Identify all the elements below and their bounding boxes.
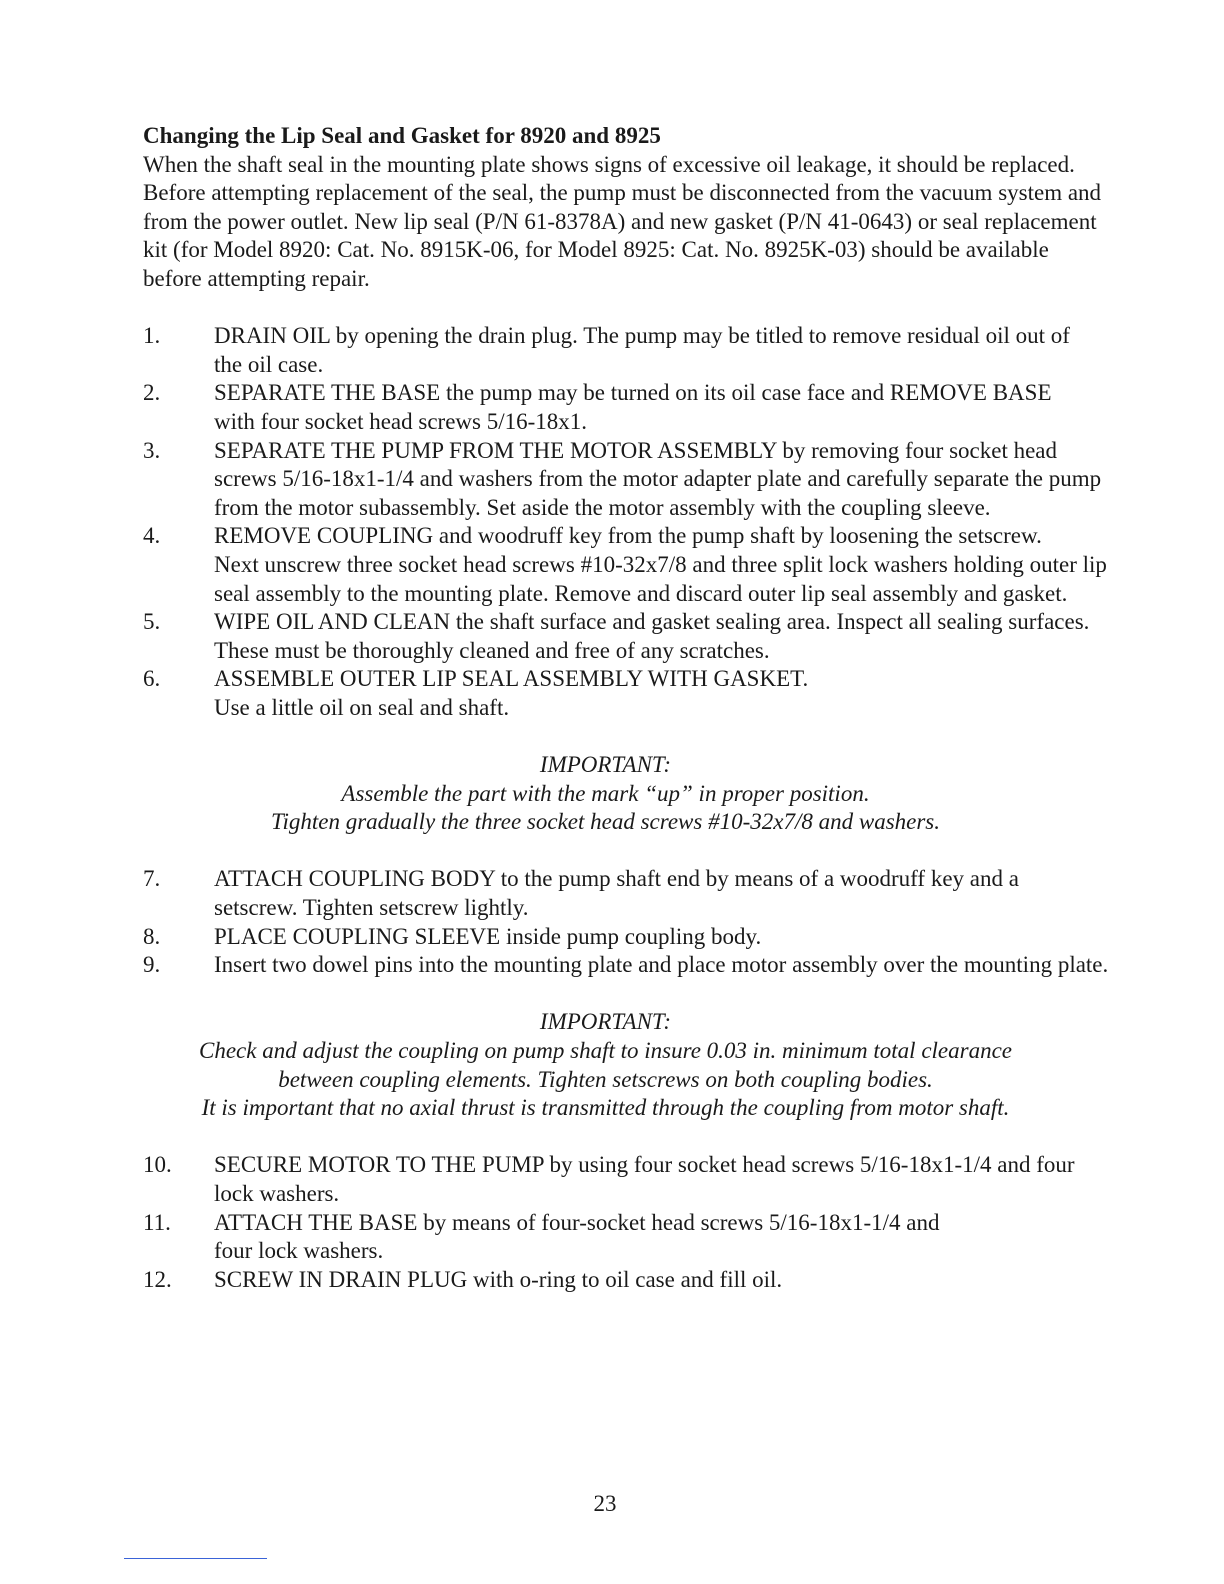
step-line: setscrew. Tighten setscrew lightly. bbox=[214, 895, 529, 921]
step-item bbox=[143, 1151, 1143, 1208]
step-number: 11. bbox=[143, 1209, 171, 1235]
step-line: SEPARATE THE BASE the pump may be turned on its oil case face and REMOVE BASE bbox=[214, 380, 1052, 406]
intro-line: When the shaft seal in the mounting plate shows signs of excessive oil leakage, it should be replaced. bbox=[143, 151, 1075, 177]
step-number: 8. bbox=[143, 923, 161, 949]
important-title: IMPORTANT: bbox=[539, 752, 672, 778]
step-text bbox=[214, 437, 1143, 523]
steps-list-1 bbox=[143, 322, 1143, 722]
step-line: from the motor subassembly. Set aside the motor assembly with the coupling sleeve. bbox=[214, 494, 991, 520]
step-line: SCREW IN DRAIN PLUG with o-ring to oil case and fill oil. bbox=[214, 1266, 783, 1292]
step-item bbox=[143, 379, 1143, 436]
step-line: with four socket head screws 5/16-18x1. bbox=[214, 408, 588, 434]
important-line: It is important that no axial thrust is transmitted through the coupling from motor shaft. bbox=[201, 1095, 1010, 1121]
step-line: These must be thoroughly cleaned and free of any scratches. bbox=[214, 637, 770, 663]
important-note-1 bbox=[143, 751, 1068, 837]
intro-line: from the power outlet. New lip seal (P/N 61-8378A) and new gasket (P/N 41-0643) or seal replacement bbox=[143, 208, 1097, 234]
step-text bbox=[214, 865, 1143, 922]
step-number: 10. bbox=[143, 1152, 172, 1178]
step-line: four lock washers. bbox=[214, 1238, 384, 1264]
step-text bbox=[214, 522, 1143, 608]
page-number: 23 bbox=[593, 1491, 617, 1516]
step-line: REMOVE COUPLING and woodruff key from the pump shaft by loosening the setscrew. bbox=[214, 523, 1042, 549]
important-note-2 bbox=[143, 1008, 1068, 1122]
step-number: 3. bbox=[143, 437, 161, 463]
step-line: Use a little oil on seal and shaft. bbox=[214, 694, 510, 720]
step-item bbox=[143, 1209, 1143, 1266]
steps-list-3 bbox=[143, 1151, 1143, 1294]
step-text bbox=[214, 1151, 1143, 1208]
step-item bbox=[143, 322, 1143, 379]
important-line: Check and adjust the coupling on pump shaft to insure 0.03 in. minimum total clearance bbox=[198, 1038, 1012, 1063]
step-text bbox=[214, 322, 1143, 379]
step-line: PLACE COUPLING SLEEVE inside pump coupling body. bbox=[214, 923, 762, 949]
step-line: lock washers. bbox=[214, 1180, 340, 1206]
step-text bbox=[214, 379, 1143, 436]
step-number: 7. bbox=[143, 866, 161, 892]
step-text bbox=[214, 951, 1143, 980]
step-number: 9. bbox=[143, 952, 161, 978]
document-page bbox=[143, 122, 1143, 1294]
step-line: DRAIN OIL by opening the drain plug. The pump may be titled to remove residual oil out of bbox=[214, 323, 1070, 349]
step-item bbox=[143, 608, 1143, 665]
step-text bbox=[214, 1266, 1143, 1295]
step-number: 1. bbox=[143, 323, 161, 349]
step-line: ATTACH THE BASE by means of four-socket head screws 5/16-18x1-1/4 and bbox=[214, 1209, 940, 1235]
step-item bbox=[143, 951, 1143, 980]
footer-divider bbox=[124, 1558, 267, 1559]
step-item bbox=[143, 865, 1143, 922]
step-text bbox=[214, 1209, 1143, 1266]
important-title: IMPORTANT: bbox=[539, 1009, 672, 1035]
intro-line: before attempting repair. bbox=[143, 265, 370, 291]
step-line: WIPE OIL AND CLEAN the shaft surface and gasket sealing area. Inspect all sealing surfaces. bbox=[214, 609, 1090, 635]
step-line: Next unscrew three socket head screws #10-32x7/8 and three split lock washers holding outer lip bbox=[214, 551, 1107, 577]
step-line: ASSEMBLE OUTER LIP SEAL ASSEMBLY WITH GASKET. bbox=[214, 666, 809, 692]
step-item bbox=[143, 437, 1143, 523]
intro-paragraph bbox=[143, 151, 1143, 294]
important-line: Tighten gradually the three socket head screws #10-32x7/8 and washers. bbox=[270, 809, 941, 835]
step-line: screws 5/16-18x1-1/4 and washers from the motor adapter plate and carefully separate the pump bbox=[214, 466, 1102, 492]
step-item bbox=[143, 1266, 1143, 1295]
step-item bbox=[143, 665, 1143, 722]
step-number: 2. bbox=[143, 380, 161, 406]
step-text bbox=[214, 923, 1143, 952]
step-line: ATTACH COUPLING BODY to the pump shaft end by means of a woodruff key and a bbox=[214, 866, 1019, 892]
intro-line: Before attempting replacement of the seal, the pump must be disconnected from the vacuum system and bbox=[143, 180, 1102, 206]
important-line: Assemble the part with the mark “up” in proper position. bbox=[341, 780, 870, 806]
intro-line: kit (for Model 8920: Cat. No. 8915K-06, for Model 8925: Cat. No. 8925K-03) should be available bbox=[143, 237, 1049, 263]
step-line: SEPARATE THE PUMP FROM THE MOTOR ASSEMBLY by removing four socket head bbox=[214, 437, 1058, 463]
step-number: 6. bbox=[143, 666, 161, 692]
important-line: between coupling elements. Tighten setscrews on both coupling bodies. bbox=[278, 1066, 933, 1092]
section-heading: Changing the Lip Seal and Gasket for 8920 and 8925 bbox=[143, 123, 661, 148]
step-text bbox=[214, 608, 1143, 665]
step-item bbox=[143, 522, 1143, 608]
step-number: 12. bbox=[143, 1266, 172, 1292]
step-line: SECURE MOTOR TO THE PUMP by using four socket head screws 5/16-18x1-1/4 and four bbox=[214, 1152, 1075, 1178]
step-item bbox=[143, 923, 1143, 952]
step-line: seal assembly to the mounting plate. Remove and discard outer lip seal assembly and gasket. bbox=[214, 580, 1068, 606]
steps-list-2 bbox=[143, 865, 1143, 979]
step-number: 4. bbox=[143, 523, 161, 549]
step-line: Insert two dowel pins into the mounting plate and place motor assembly over the mounting plate. bbox=[214, 952, 1109, 978]
step-line: the oil case. bbox=[214, 351, 324, 377]
step-number: 5. bbox=[143, 609, 161, 635]
step-text bbox=[214, 665, 1143, 722]
